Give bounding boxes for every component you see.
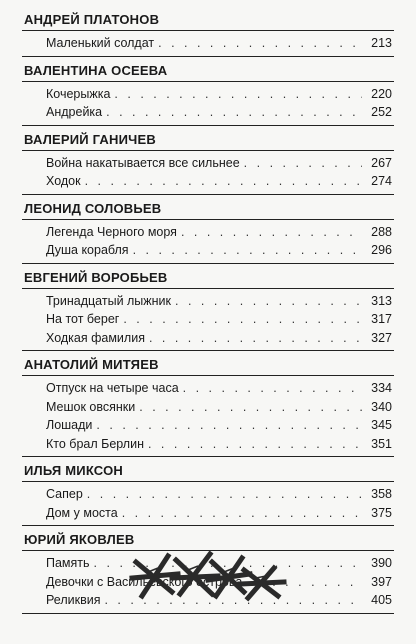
author-name: ВАЛЕНТИНА ОСЕЕВА [24,62,168,78]
entry-title: Отпуск на четыре часа [46,381,179,395]
entry-page: 351 [371,436,392,451]
dot-leader [181,223,362,242]
entry-title: Кочерыжка [46,86,111,101]
toc-section [22,268,394,352]
toc-section [22,199,394,264]
dot-leader [85,172,362,191]
dot-leader [114,85,362,104]
entry-title: Андрейка [46,105,103,119]
entry-title: Ходкая фамилия [46,330,145,345]
toc-entry [22,435,394,454]
toc-section [22,61,394,126]
dot-leader [139,398,362,417]
entry-page: 288 [371,224,392,239]
author-name: АНДРЕЙ ПЛАТОНОВ [24,12,160,27]
entry-page: 213 [371,36,392,50]
toc-section [22,461,394,526]
toc-entry [22,485,394,504]
toc-entry [22,172,394,191]
entry-title: Война накатывается все сильнее [46,155,240,170]
dot-leader [148,435,362,454]
toc-entry [22,154,394,173]
entry-title: Девочки с Васильевского острова [46,574,243,589]
author-name: ВАЛЕРИЙ ГАНИЧЕВ [24,131,156,147]
entry-page: 375 [371,505,392,520]
dot-leader [158,34,362,53]
toc-entry [22,379,394,398]
toc-section [22,10,394,57]
toc-entry [22,329,394,348]
author-name: ЕВГЕНИЙ ВОРОБЬЕВ [24,269,168,285]
entry-title: Легенда Черного моря [46,224,177,239]
table-of-contents [22,10,394,618]
toc-entry [22,416,394,435]
toc-entry [22,292,394,311]
entry-title: Ходок [46,174,81,188]
entry-page: 274 [371,174,392,188]
author-name: АНАТОЛИЙ МИТЯЕВ [24,357,159,372]
entry-title: Мешок овсянки [46,399,136,414]
toc-entry [22,398,394,417]
dot-leader [87,485,362,504]
entry-title: Душа корабля [46,243,129,257]
entry-page: 390 [371,556,392,570]
entry-page: 220 [371,86,392,101]
dot-leader [123,310,362,329]
toc-section [22,355,394,457]
entry-title: Сапер [46,487,83,501]
dot-leader [175,292,362,311]
author-name: ЛЕОНИД СОЛОВЬЕВ [24,200,162,216]
entry-page: 313 [371,293,392,308]
entry-page: 252 [371,105,392,119]
entry-list [22,219,394,264]
entry-list [22,30,394,57]
entry-title: Лошади [46,418,93,432]
dot-leader [106,103,362,122]
entry-title: Память [46,556,90,570]
toc-section [22,130,394,195]
entry-list [22,375,394,457]
entry-title: Тринадцатый лыжник [46,293,172,308]
entry-title: Дом у моста [46,505,118,520]
dot-leader [149,329,362,348]
toc-entry [22,504,394,523]
dot-leader [244,154,362,173]
author-name: ЮРИЙ ЯКОВЛЕВ [24,532,135,547]
dot-leader [183,379,362,398]
toc-entry [22,223,394,242]
entry-page: 397 [371,574,392,589]
toc-entry [22,103,394,122]
entry-title: На тот берег [46,312,120,326]
entry-page: 345 [371,418,392,432]
entry-page: 296 [371,243,392,257]
entry-page: 327 [371,330,392,345]
dot-leader [133,241,362,260]
entry-list [22,481,394,526]
entry-page: 334 [371,381,392,395]
entry-title: Реликвия [46,593,101,607]
entry-page: 358 [371,487,392,501]
entry-list [22,288,394,352]
toc-entry [22,241,394,260]
toc-entry [22,34,394,53]
entry-list [22,150,394,195]
entry-page: 405 [371,593,392,607]
entry-page: 340 [371,399,392,414]
dot-leader [96,416,362,435]
author-name: ИЛЬЯ МИКСОН [24,463,123,478]
entry-title: Кто брал Берлин [46,436,144,451]
toc-entry [22,85,394,104]
toc-entry [22,310,394,329]
entry-page: 267 [371,155,392,170]
dot-leader [122,504,362,523]
entry-list [22,81,394,126]
czech-hedgehog-ornament-icon [128,548,288,602]
entry-title: Маленький солдат [46,36,155,50]
entry-page: 317 [371,312,392,326]
